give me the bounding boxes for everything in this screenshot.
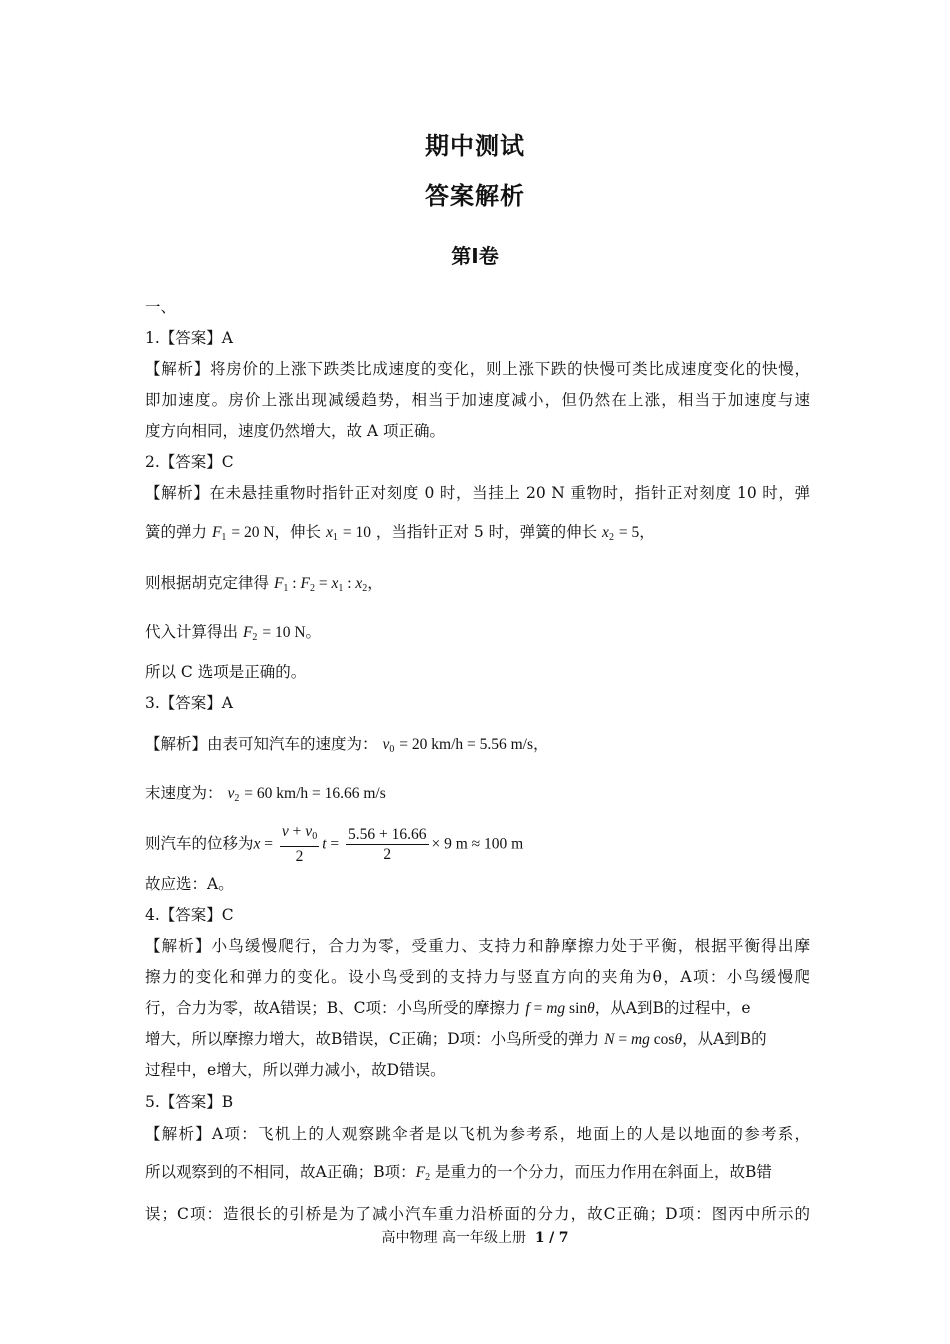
q1-explanation-line: 度方向相同，速度仍然增大，故 A 项正确。 [145, 422, 446, 440]
q2-explanation-line: 簧的弹力 $F_1 = 20$ N，伸长 $x_1 = 10$ ，当指针正对 5 时，弹簧的伸长 $x_2 = 5$， [145, 523, 655, 543]
q3-displacement-line: 则汽车的位移为x = $\frac{v + v_0}{2}$ t = $\frac{5.56 + 16.66}{2}$ × 9 m ≈ 100 m [145, 823, 524, 865]
q5-explanation-line: 【解析】A项：飞机上的人观察跳伞者是以飞机为参考系，地面上的人是以地面的参考系， [145, 1125, 810, 1143]
page-footer: 高中物理 高一年级上册 1 / 7 [381, 1230, 569, 1246]
part-marker: 一、 [145, 298, 177, 316]
q2-conclusion: 所以 C 选项是正确的。 [145, 663, 307, 681]
document-title: 期中测试 [425, 132, 525, 160]
fraction: $\frac{5.56 + 16.66}{2}$ [348, 825, 427, 863]
q3-conclusion: 故应选：A。 [145, 875, 234, 893]
q1-explanation-line: 【解析】将房价的上涨下跌类比成速度的变化，则上涨下跌的快慢可类比成速度变化的快慢， [145, 360, 810, 378]
q1-answer: 1.【答案】A [145, 329, 233, 347]
page-number: 1 [534, 1230, 545, 1246]
q3-answer: 3.【答案】A [145, 694, 233, 712]
document-subtitle: 答案解析 [425, 182, 525, 210]
q4-explanation-line: 擦力的变化和弹力的变化。设小鸟受到的支持力与竖直方向的夹角为θ，A项：小鸟缓慢爬 [145, 968, 810, 986]
q4-explanation-line: 【解析】小鸟缓慢爬行，合力为零，受重力、支持力和静摩擦力处于平衡，根据平衡得出摩 [145, 937, 810, 955]
q3-final-speed-line: 末速度为： $v_2 = 60$ km/h = 16.66 m/s [145, 784, 386, 804]
q4-normal-force-line: 增大，所以摩擦力增大，故B错误，C正确；D项：小鸟所受的弹力 N = mg cosθ，从A到B的 [145, 1030, 767, 1048]
q5-explanation-line: 所以观察到的不相同，故A正确；B项：$F_2$ 是重力的一个分力，而压力作用在斜面上，故B错 [145, 1163, 772, 1183]
q3-explanation-line: 【解析】由表可知汽车的速度为： $v_0 = 20$ km/h = 5.56 m/s， [145, 735, 549, 755]
q2-hooke-law-line: 则根据胡克定律得 $F_1$ : $F_2 = x_1$ : $x_2$， [145, 574, 383, 594]
q2-result-line: 代入计算得出 $F_2 = 10$ N。 [145, 623, 322, 643]
q2-answer: 2.【答案】C [145, 453, 234, 471]
section-heading: 第I卷 [451, 244, 499, 268]
page-total: 7 [558, 1230, 569, 1246]
q4-conclusion: 过程中，e增大，所以弹力减小，故D错误。 [145, 1061, 446, 1079]
fraction: $\frac{v + v_0}{2}$ [281, 823, 318, 865]
q2-explanation-line: 【解析】在未悬挂重物时指针正对刻度 0 时，当挂上 20 N 重物时，指针正对刻度 10 时，弹 [145, 484, 810, 502]
q1-explanation-line: 即加速度。房价上涨出现减缓趋势，相当于加速度减小，但仍然在上涨，相当于加速度与速 [145, 391, 810, 409]
q5-answer: 5.【答案】B [145, 1093, 234, 1111]
q5-explanation-line: 误；C项：造很长的引桥是为了减小汽车重力沿桥面的分力，故C正确；D项：图丙中所示的 [145, 1205, 810, 1223]
q4-friction-line: 行，合力为零，故A错误；B、C项：小鸟所受的摩擦力 f = mg sinθ，从A到B的过程中，e [145, 999, 751, 1017]
q4-answer: 4.【答案】C [145, 906, 234, 924]
